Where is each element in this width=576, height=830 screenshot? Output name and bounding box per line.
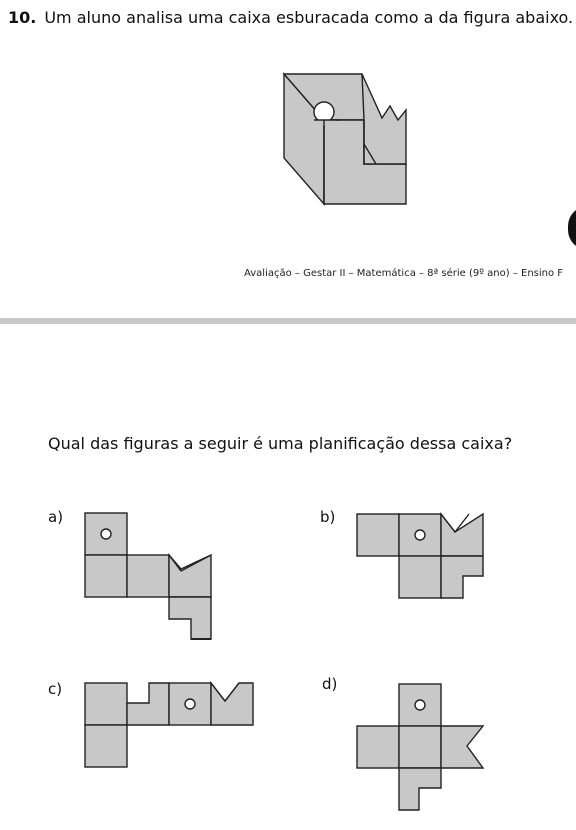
option-a-figure[interactable] (85, 513, 215, 643)
option-a-label[interactable]: a) (48, 508, 64, 526)
question-number: 10. (8, 8, 37, 27)
box-3d-figure (282, 70, 412, 210)
box-hole-icon (314, 102, 334, 122)
page-divider (0, 318, 576, 324)
option-b-label[interactable]: b) (320, 508, 336, 526)
question-statement (8, 8, 573, 27)
footer-text: Avaliação – Gestar II – Matemática – 8ª série (9º ano) – Ensino F (244, 268, 564, 279)
option-b-figure[interactable] (357, 514, 487, 604)
option-c-figure[interactable] (85, 683, 255, 773)
question-text: Qual das figuras a seguir é uma planificação dessa caixa? (48, 434, 513, 453)
option-d-label[interactable]: d) (322, 675, 338, 693)
page-tab-marker (568, 206, 576, 250)
option-c-label[interactable]: c) (48, 680, 63, 698)
question-statement-text: Um aluno analisa uma caixa esburacada como a da figura abaixo. (44, 8, 574, 27)
option-d-figure[interactable] (357, 684, 487, 814)
